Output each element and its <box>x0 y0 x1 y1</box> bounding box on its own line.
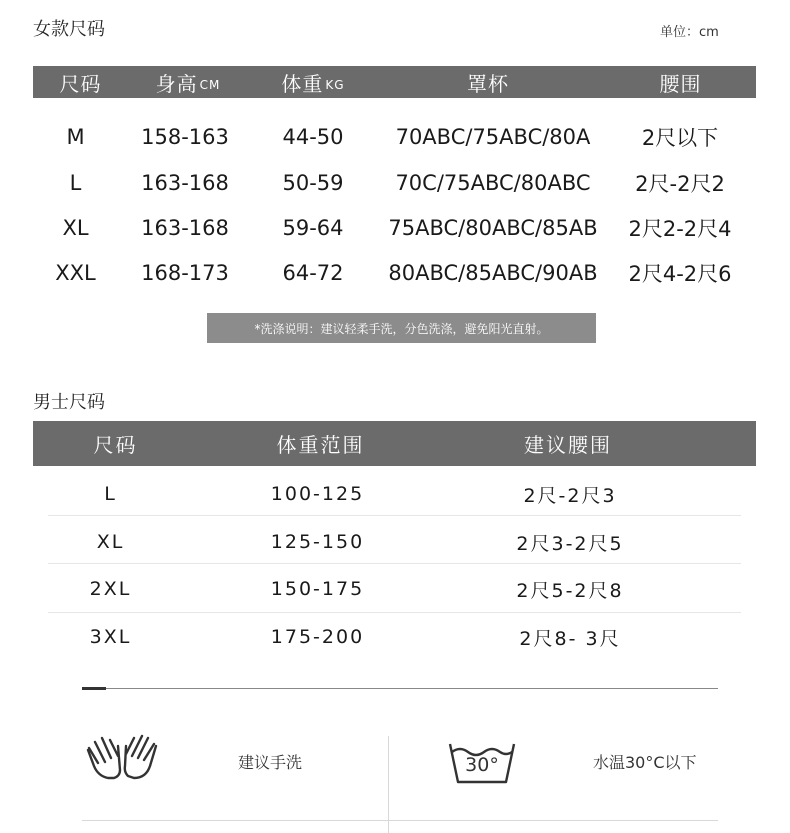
men-row-l <box>0 470 790 518</box>
cell-waist: 2尺3-2尺5 <box>516 532 624 555</box>
cell-weight: 44-50 <box>282 125 344 149</box>
cell-weight: 175-200 <box>270 626 365 648</box>
women-table-header <box>33 66 756 98</box>
men-table-header <box>33 421 756 466</box>
cell-height: 158-163 <box>141 125 229 149</box>
men-row-3xl <box>0 613 790 661</box>
cell-cup: 80ABC/85ABC/90AB <box>388 261 598 285</box>
cell-weight: 150-175 <box>270 578 365 600</box>
cell-cup: 75ABC/80ABC/85AB <box>388 216 598 240</box>
cell-size: M <box>66 125 85 149</box>
cell-weight: 59-64 <box>282 216 344 240</box>
header-waist: 腰围 <box>659 71 702 96</box>
cell-cup: 70ABC/75ABC/80A <box>395 125 591 149</box>
women-size-title: 女款尺码 <box>33 19 105 40</box>
header-size: 尺码 <box>93 433 138 457</box>
care-vertical-divider <box>388 736 389 833</box>
cell-size: XL <box>62 216 89 240</box>
wash-note: *洗涤说明：建议轻柔手洗，分色洗涤，避免阳光直射。 <box>207 313 596 343</box>
men-size-title: 男士尺码 <box>33 392 105 413</box>
cell-weight: 50-59 <box>282 171 344 195</box>
header-size: 尺码 <box>59 71 102 96</box>
header-waist: 建议腰围 <box>524 433 612 457</box>
cell-waist: 2尺5-2尺8 <box>516 579 624 602</box>
cell-size: XL <box>96 531 125 553</box>
women-row-xl <box>0 208 790 248</box>
cell-waist: 2尺-2尺2 <box>635 172 725 196</box>
cell-waist: 2尺2-2尺4 <box>628 217 732 241</box>
cell-weight: 64-72 <box>282 261 344 285</box>
cell-waist: 2尺-2尺3 <box>523 484 617 507</box>
care-divider-line <box>82 688 718 689</box>
row-divider <box>48 515 741 516</box>
wash-temp-text: 30° <box>465 754 499 776</box>
care-label-water-temp: 水温30°C以下 <box>593 753 697 772</box>
men-row-2xl <box>0 565 790 613</box>
women-row-m <box>0 117 790 157</box>
cell-waist: 2尺8- 3尺 <box>519 627 621 650</box>
care-bottom-line <box>82 820 718 821</box>
header-weight-range: 体重范围 <box>276 433 365 457</box>
cell-size: L <box>69 171 82 195</box>
cell-waist: 2尺4-2尺6 <box>628 262 732 286</box>
cell-size: 3XL <box>89 626 132 648</box>
care-divider-accent <box>82 687 106 690</box>
header-height: 身高 CM <box>155 71 221 96</box>
women-row-l <box>0 163 790 203</box>
cell-height: 168-173 <box>141 261 229 285</box>
men-row-xl <box>0 518 790 566</box>
cell-waist: 2尺以下 <box>641 126 719 150</box>
cell-height: 163-168 <box>141 216 229 240</box>
care-label-handwash: 建议手洗 <box>238 753 303 772</box>
cell-size: 2XL <box>89 578 132 600</box>
header-cup: 罩杯 <box>467 71 509 96</box>
cell-cup: 70C/75ABC/80ABC <box>395 171 591 195</box>
cell-height: 163-168 <box>141 171 229 195</box>
hand-wash-icon <box>80 732 164 786</box>
row-divider <box>48 563 741 564</box>
women-row-xxl <box>0 253 790 293</box>
cell-size: L <box>104 483 117 505</box>
cell-weight: 125-150 <box>270 531 365 553</box>
cell-weight: 100-125 <box>270 483 365 505</box>
header-weight: 体重 KG <box>281 71 345 96</box>
cell-size: XXL <box>55 261 96 285</box>
unit-label: 单位：cm <box>660 25 719 40</box>
wash-30-icon <box>446 738 518 786</box>
